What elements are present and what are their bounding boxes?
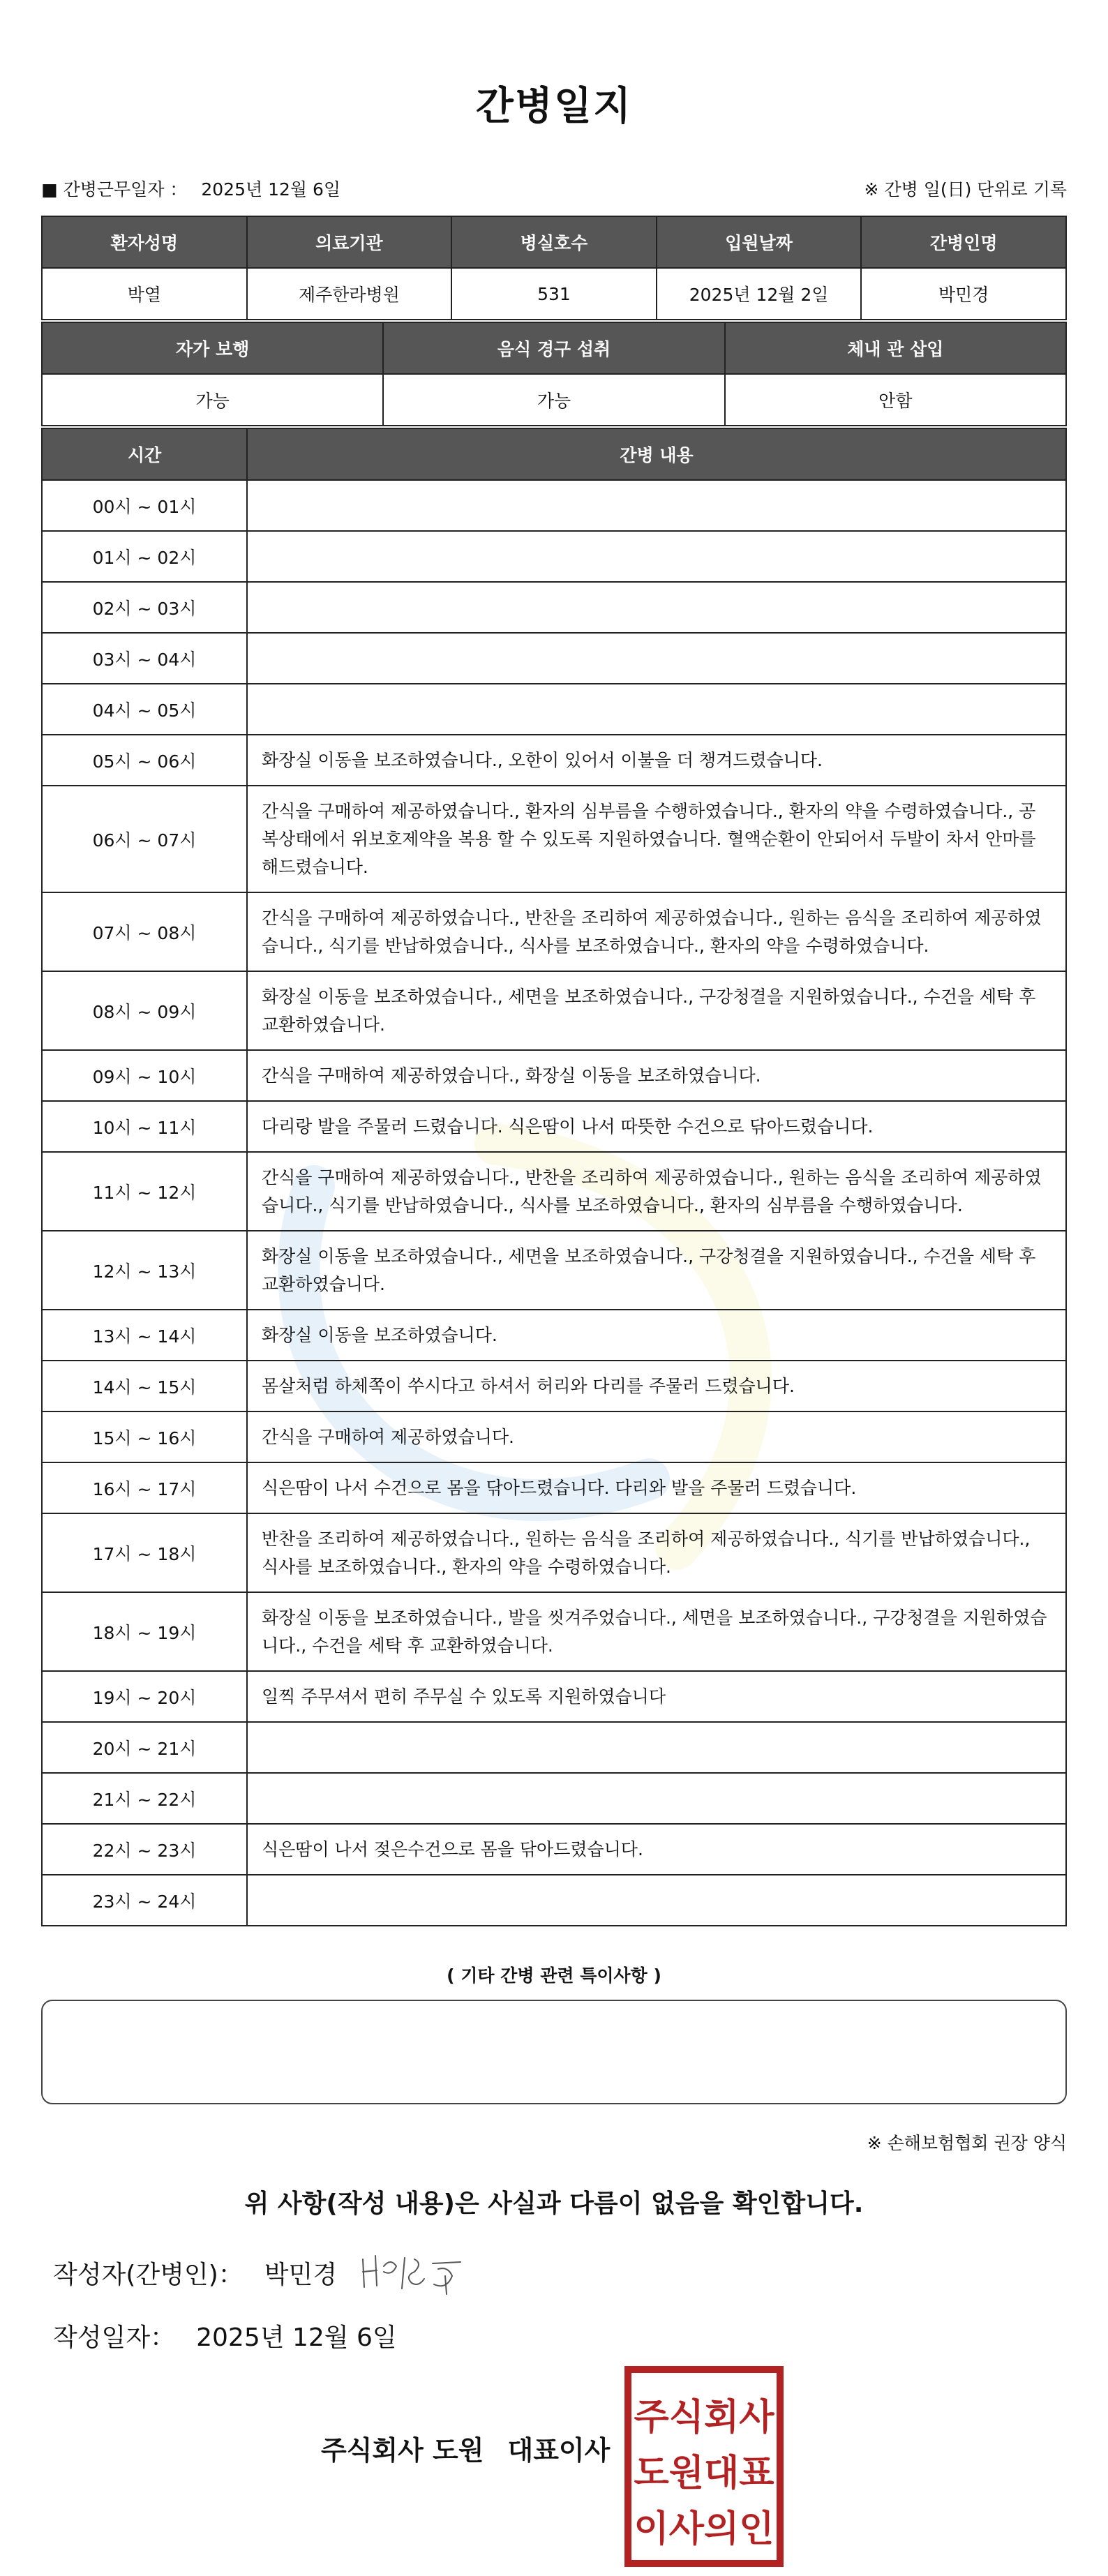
writing-date-line <box>53 2318 397 2353</box>
log-time: 23시 ~ 24시 <box>42 1875 247 1926</box>
room-number: 531 <box>451 268 657 320</box>
log-time: 17시 ~ 18시 <box>42 1513 247 1592</box>
log-content: 화장실 이동을 보조하였습니다., 오한이 있어서 이불을 더 챙겨드렸습니다. <box>247 735 1066 786</box>
log-time: 13시 ~ 14시 <box>42 1310 247 1361</box>
log-content: 간식을 구매하여 제공하였습니다., 화장실 이동을 보조하였습니다. <box>247 1050 1066 1101</box>
handwritten-signature <box>356 2245 467 2301</box>
log-row <box>42 1152 1066 1231</box>
status-header-row <box>42 322 1066 374</box>
log-time: 03시 ~ 04시 <box>42 633 247 684</box>
header-time: 시간 <box>42 428 247 480</box>
log-row <box>42 1050 1066 1101</box>
log-row <box>42 480 1066 531</box>
log-row <box>42 1231 1066 1310</box>
work-date-value: 2025년 12월 6일 <box>201 179 341 200</box>
log-row <box>42 735 1066 786</box>
log-time: 21시 ~ 22시 <box>42 1773 247 1824</box>
log-content <box>247 1722 1066 1773</box>
oral-intake-status: 가능 <box>383 374 724 426</box>
log-content: 다리랑 발을 주물러 드렸습니다. 식은땀이 나서 따뜻한 수건으로 닦아드렸습니다. <box>247 1101 1066 1152</box>
log-row <box>42 1411 1066 1462</box>
log-content: 화장실 이동을 보조하였습니다., 세면을 보조하였습니다., 구강청결을 지원하였습니다., 수건을 세탁 후 교환하였습니다. <box>247 971 1066 1050</box>
confirmation-statement: 위 사항(작성 내용)은 사실과 다름이 없음을 확인합니다. <box>244 2189 864 2218</box>
header-tube: 체내 관 삽입 <box>725 322 1066 374</box>
log-content: 간식을 구매하여 제공하였습니다., 반찬을 조리하여 제공하였습니다., 원하는 음식을 조리하여 제공하였습니다., 식기를 반납하였습니다., 식사를 보조하였습니다., 환자의 심부름을 수행하였습니다. <box>247 1152 1066 1231</box>
log-time: 06시 ~ 07시 <box>42 786 247 892</box>
walking-status: 가능 <box>42 374 383 426</box>
log-content: 간식을 구매하여 제공하였습니다., 환자의 심부름을 수행하였습니다., 환자의 약을 수령하였습니다., 공복상태에서 위보호제약을 복용 할 수 있도록 지원하였습니다. 혈액순환이 안되어서 두발이 차서 안마를 해드렸습니다. <box>247 786 1066 892</box>
log-time: 05시 ~ 06시 <box>42 735 247 786</box>
log-row <box>42 1722 1066 1773</box>
log-time: 12시 ~ 13시 <box>42 1231 247 1310</box>
status-value-row <box>42 374 1066 426</box>
log-time: 08시 ~ 09시 <box>42 971 247 1050</box>
log-row <box>42 1824 1066 1875</box>
log-row <box>42 633 1066 684</box>
log-time: 14시 ~ 15시 <box>42 1361 247 1411</box>
log-content <box>247 531 1066 582</box>
patient-info-value-row <box>42 268 1066 320</box>
log-row <box>42 1592 1066 1671</box>
admission-date: 2025년 12월 2일 <box>657 268 862 320</box>
work-date-label: ■ 간병근무일자 ： <box>41 179 188 200</box>
ceo-label: 대표이사 <box>507 2435 611 2466</box>
log-row <box>42 582 1066 633</box>
log-row <box>42 892 1066 971</box>
log-time: 16시 ~ 17시 <box>42 1462 247 1513</box>
log-row <box>42 1671 1066 1722</box>
header-patient-name: 환자성명 <box>42 216 247 268</box>
patient-info-table <box>41 216 1067 320</box>
work-date <box>41 176 340 201</box>
company-name: 주식회사 도원 <box>321 2435 484 2466</box>
log-row <box>42 786 1066 892</box>
log-time: 18시 ~ 19시 <box>42 1592 247 1671</box>
log-row <box>42 1310 1066 1361</box>
log-content: 화장실 이동을 보조하였습니다., 세면을 보조하였습니다., 구강청결을 지원하였습니다., 수건을 세탁 후 교환하였습니다. <box>247 1231 1066 1310</box>
log-time: 02시 ~ 03시 <box>42 582 247 633</box>
log-time: 00시 ~ 01시 <box>42 480 247 531</box>
header-oral-intake: 음식 경구 섭취 <box>383 322 724 374</box>
log-content <box>247 480 1066 531</box>
log-row <box>42 684 1066 735</box>
writer-line <box>53 2255 337 2291</box>
patient-info-header-row <box>42 216 1066 268</box>
writing-date-label: 작성일자： <box>53 2323 176 2352</box>
log-row <box>42 1101 1066 1152</box>
log-row <box>42 1773 1066 1824</box>
log-content <box>247 1773 1066 1824</box>
log-time: 20시 ~ 21시 <box>42 1722 247 1773</box>
seal-line-1: 주식회사 <box>634 2397 774 2439</box>
writer-label: 작성자(간병인)： <box>53 2261 244 2289</box>
log-row <box>42 971 1066 1050</box>
log-content: 몸살처럼 하체쪽이 쑤시다고 하셔서 허리와 다리를 주물러 드렸습니다. <box>247 1361 1066 1411</box>
header-hospital: 의료기관 <box>247 216 452 268</box>
log-time: 01시 ~ 02시 <box>42 531 247 582</box>
log-row <box>42 1875 1066 1926</box>
log-content <box>247 684 1066 735</box>
log-content: 간식을 구매하여 제공하였습니다. <box>247 1411 1066 1462</box>
header-walking: 자가 보행 <box>42 322 383 374</box>
log-row <box>42 1361 1066 1411</box>
header-caregiver: 간병인명 <box>861 216 1066 268</box>
patient-name: 박열 <box>42 268 247 320</box>
log-time: 22시 ~ 23시 <box>42 1824 247 1875</box>
log-time: 11시 ~ 12시 <box>42 1152 247 1231</box>
log-content: 식은땀이 나서 수건으로 몸을 닦아드렸습니다. 다리와 발을 주물러 드렸습니다. <box>247 1462 1066 1513</box>
hospital-name: 제주한라병원 <box>247 268 452 320</box>
seal-line-2: 도원대표 <box>634 2453 774 2494</box>
log-content: 식은땀이 나서 젖은수건으로 몸을 닦아드렸습니다. <box>247 1824 1066 1875</box>
special-notes-label: ( 기타 간병 관련 특이사항 ) <box>447 1965 661 1986</box>
patient-status-table <box>41 322 1067 426</box>
log-time: 07시 ~ 08시 <box>42 892 247 971</box>
log-content <box>247 633 1066 684</box>
log-content: 간식을 구매하여 제공하였습니다., 반찬을 조리하여 제공하였습니다., 원하는 음식을 조리하여 제공하였습니다., 식기를 반납하였습니다., 식사를 보조하였습니다., 환자의 약을 수령하였습니다. <box>247 892 1066 971</box>
special-notes-box <box>41 2000 1067 2104</box>
care-log-table <box>41 428 1067 1926</box>
writer-name: 박민경 <box>264 2261 338 2289</box>
unit-note: ※ 간병 일(日) 단위로 기록 <box>864 179 1067 200</box>
log-content <box>247 1875 1066 1926</box>
log-content: 화장실 이동을 보조하였습니다., 발을 씻겨주었습니다., 세면을 보조하였습니다., 구강청결을 지원하였습니다., 수건을 세탁 후 교환하였습니다. <box>247 1592 1066 1671</box>
writing-date: 2025년 12월 6일 <box>196 2323 397 2352</box>
log-content <box>247 582 1066 633</box>
header-admission-date: 입원날짜 <box>657 216 862 268</box>
log-time: 09시 ~ 10시 <box>42 1050 247 1101</box>
document-title: 간병일지 <box>475 84 633 129</box>
company-line <box>321 2429 610 2467</box>
log-content: 일찍 주무셔서 편히 주무실 수 있도록 지원하였습니다 <box>247 1671 1066 1722</box>
log-row <box>42 1462 1066 1513</box>
log-header-row <box>42 428 1066 480</box>
log-time: 04시 ~ 05시 <box>42 684 247 735</box>
log-time: 10시 ~ 11시 <box>42 1101 247 1152</box>
meta-line <box>41 176 1067 204</box>
log-time: 19시 ~ 20시 <box>42 1671 247 1722</box>
log-row <box>42 1513 1066 1592</box>
log-content: 반찬을 조리하여 제공하였습니다., 원하는 음식을 조리하여 제공하였습니다., 식기를 반납하였습니다., 식사를 보조하였습니다., 환자의 약을 수령하였습니다. <box>247 1513 1066 1592</box>
seal-line-3: 이사의인 <box>634 2508 774 2550</box>
log-content: 화장실 이동을 보조하였습니다. <box>247 1310 1066 1361</box>
tube-status: 안함 <box>725 374 1066 426</box>
form-note: ※ 손해보험협회 권장 양식 <box>867 2133 1067 2153</box>
log-row <box>42 531 1066 582</box>
header-care-content: 간병 내용 <box>247 428 1066 480</box>
company-seal-stamp <box>624 2365 784 2568</box>
header-room: 병실호수 <box>451 216 657 268</box>
log-time: 15시 ~ 16시 <box>42 1411 247 1462</box>
caregiver-name: 박민경 <box>861 268 1066 320</box>
